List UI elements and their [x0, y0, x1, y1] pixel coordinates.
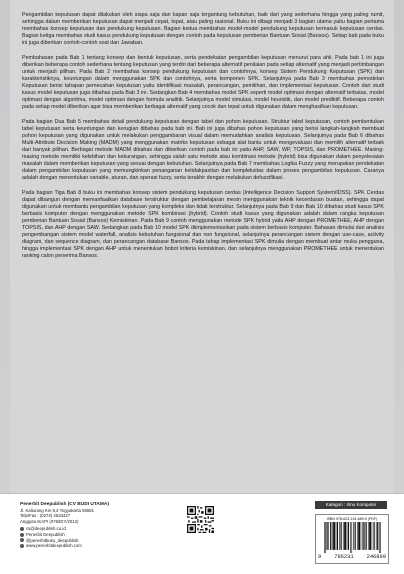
publisher-address: Jl. Kaliurang Km 9,3 Yogyakarta 55581 — [20, 507, 95, 513]
publisher-website: www.penerbitdeepublish.com — [26, 543, 82, 549]
back-cover-text — [22, 12, 384, 268]
barcode-icon — [324, 522, 382, 553]
publisher-phone: Telp/Fax : (0274) 4533427 — [20, 513, 71, 519]
publisher-email: cs@deepublish.co.id — [26, 526, 66, 532]
publisher-member: Anggota IKAPI (076/DIY/2012) — [20, 518, 79, 524]
paragraph-part-one: Pembahasan pada Bab 1 tentang konsep dan bentuk keputusan, serta pendekatan pengambilan keputusan menurut para ahli. Pada bab 1 ini juga diberikan beberapa contoh sederhana tentang keputusan yang terdiri dari beberapa alternatif penilaian pada setiap alternatif yang menjadi pertimbangan untuk menjadi pilihan. Pada Bab 2 membahas konsep pendukung keputusan dan contohnya, konsep Sistem Pendukung Keputusan (SPK) dan karakteristiknya, keuntungan dalam menggunakan SPK dan contohnya, serta komponen SPK. Selanjutnya pada Bab 3 membahas pemodelan Keputusan berisi tahapan pemecahan keputusan yaitu identifikasi masalah, perancangan, pemilihan, dan implementasi keputusan. Contoh dari studi kasus model keputusan juga dibahas pada Bab 3 ini. Sedangkan Bab 4 membahas model SPK seperti model optimasi dengan alternatif terbatas, model optimasi dengan algoritma, model optimasi dengan formula analitik. Selanjutnya model simulasi, model heuristik, dan model prediktif. Beberapa contoh pada setiap model diberikan agar bisa memberikan berbagai alternatif yang cocok dan tepat untuk digunakan dalam menghasilkan keputusan. — [22, 54, 384, 111]
paragraph-intro: Pengambilan keputusan dapat dilakukan oleh siapa saja dan kapan saja tergantung kebutuhan, baik dari yang sederhana hingga yang paling rumit, sehingga dalam memberikan keputusan dapat menjadi cepat, tepat, atau paling rasional. Buku ini dibagi menjadi 3 bagian utama yaitu bagian pertama membahas konsep keputusan dan pendukung keputusan. Bagian kedua membahas model-model pendukung keputusan termasuk keputusan cerdas. Bagian ketiga membahas studi kasus pendukung keputusan dengan contoh pada keputusan pemberian Bantuan Sosial (Bansos). Setiap bab pada buku ini juga diberikan contoh-contoh soal dan Jawaban. — [22, 12, 384, 47]
right-edge — [394, 0, 404, 573]
publisher-social-2: @penerbitbuku_deepublish — [26, 537, 79, 543]
isbn-label: ISBN 978-623-134-689-9 (PDF) — [326, 517, 378, 521]
cover-footer — [0, 493, 404, 574]
isbn-digit-right: 246899 — [366, 554, 386, 560]
publisher-info — [20, 502, 170, 549]
isbn-digits — [318, 554, 386, 560]
isbn-digit-left: 786231 — [334, 554, 354, 560]
qr-code-icon — [187, 506, 214, 533]
isbn-barcode-box — [315, 514, 389, 564]
publisher-name: Penerbit Deepublish (CV BUDI UTAMA) — [20, 502, 109, 507]
facebook-icon — [20, 533, 24, 537]
email-icon — [20, 527, 24, 531]
left-edge — [0, 0, 10, 573]
paragraph-part-three: Pada bagian Tiga Bab 8 buku ini membahas konsep sistem pendukung keputusan cerdas (Intelligence Decision Support System/IDSS). SPK Cerdas dapat dibangun dengan memanfaatkan database terstruktur dengan pembelajaran mesin menggunakan teknik kecerdasan buatan, sehingga dapat digunakan untuk membantu pengambilan keputusan yang kompleks dan tidak terstruktur. Selanjutnya pada Bab 9 dan Bab 10 dibahas studi kasus SPK berbasis komputer dengan menggunakan metode SPK kombinasi (hybrid). Contoh studi kasus yang digunakan adalah dalam rangka keputusan pemberian Bantuan Sosial (Bansos) Kemiskinan. Pada Bab 9 contoh menggunakan metode SPK hybrid yaitu AHP dengan PROMETHEE, AHP dengan TOPSIS, dan AHP dengan SAW. Sedangkan pada Bab 10 model SPK diimplementasikan pada sistem berbasis komputer. Bahasan dimulai dari analisis pengembangan sistem model waterfall, analisis kebutuhan fungsional dan non fungsional, selanjutnya perancangan sistem dengan use-case, activity diagram, dan sequence diagram, dan perancangan database Bansos. Pada tahap implementasi SPK dimulia dengan membuat antar muka pengguna, hingga implementasi SPK dengan AHP untuk menentukan bobot kriteria kemiskinan, dan selanjutnya menggunakan PROMETHEE untuk menentukan ranking calon penerima Bansos. — [22, 189, 384, 259]
paragraph-part-two: Pada bagian Dua Bab 5 membahas detail pendukung keputusan dengan tabel dan pohon keputusan. Struktur tabel keputusan, contoh pembentukan tabel keputusan serta keuntungan dan kerugian dibahas pada bab ini. Bab ini juga dibahas pohon keputusan yang berisi langkah-langkah membuat pohon keputusan yang digunakan untuk melakukan penggambaran visual dalam memudahkan analisis keputusan. Selanjutnya pada Bab 6 dibahas Multi-Attribute Decision Making (MADM) yang menggunakan matriks keputusan sebagai alat bantu untuk mengevaluasi dan memilih alternatif terbaik dari banyak pilihan. Berbagai metode MADM dibahas dan diberikan contoh pada bab ini yaitu AHP, SAW, WP, TOPSIS, dan PROMETHEE. Masing-masing metode memiliki kelebihan dan kekurangan, sehingga salah satu metode atau kombinasi metode (hybrid) bisa digunakan dalam penyelesaian masalah dalam memberikan keputusan yang sesuai dengan kebutuhan. Selanjutnya pada Bab 7 membahas Logika Fuzzy yang merupakan pendekatan dalam pengambilan keputusan yang memungkinkan penanganan ketidakpastian dan kompleksitas dalam proses pengambilan keputusan. Caranya adalah dengan menentukan variable, aturan, dan operasi fuzzy, serta terakhir dengan melakukan defuzzifikasi. — [22, 118, 384, 181]
category-label: Kategori : Ilmu Komputer — [315, 501, 387, 509]
globe-icon — [20, 544, 24, 548]
instagram-icon — [20, 538, 24, 542]
isbn-digit-prefix: 9 — [318, 554, 322, 560]
publisher-social-1: Penerbit Deepublish — [26, 531, 65, 537]
